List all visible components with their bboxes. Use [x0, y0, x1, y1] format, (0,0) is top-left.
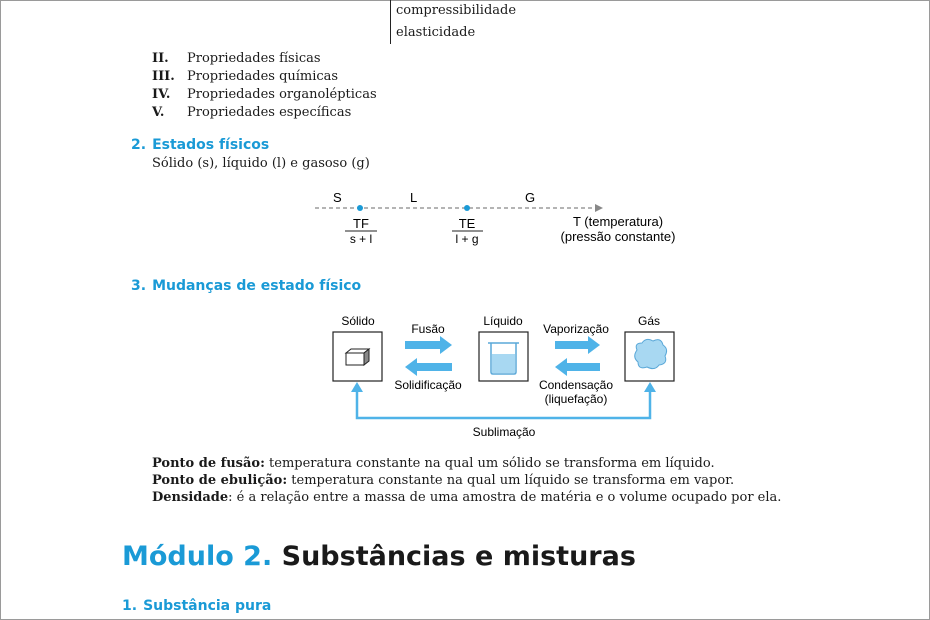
fusion-label: Fusão [411, 322, 445, 336]
state-label-g: G [525, 190, 536, 205]
list-item: IV. Propriedades organolépticas [152, 87, 377, 102]
list-item: III. Propriedades químicas [152, 69, 339, 84]
state-label-s: S [333, 190, 342, 205]
solid-label: Sólido [341, 314, 375, 328]
boiling-point-marker [464, 205, 470, 211]
axis-note: (pressão constante) [560, 229, 676, 244]
list-item: elasticidade [396, 25, 476, 40]
melting-point-marker [357, 205, 363, 211]
axis-arrow-icon [595, 204, 603, 212]
list-item: II. Propriedades físicas [152, 51, 321, 66]
te-label: TE [458, 216, 476, 231]
section-heading-mudancas: 3. Mudanças de estado físico [131, 278, 362, 294]
tf-label: TF [353, 216, 369, 231]
gas-cloud-icon [635, 339, 667, 368]
fusion-arrow-icon [405, 336, 452, 354]
sublimation-arrow-left-icon [351, 382, 363, 392]
solidification-arrow-icon [405, 358, 452, 376]
section-heading-estados: 2. Estados físicos [131, 137, 270, 153]
vaporization-arrow-icon [555, 336, 600, 354]
sublimation-label: Sublimação [472, 425, 536, 439]
list-item: V. Propriedades específicas [152, 105, 352, 120]
sublimation-arrow-right-icon [644, 382, 656, 392]
module-title: Módulo 2. Substâncias e misturas [122, 541, 636, 572]
liquid-label: Líquido [483, 314, 523, 328]
definition-item: Densidade: é a relação entre a massa de uma amostra de matéria e o volume ocupado por ela. [152, 490, 782, 505]
liquefaction-label: (liquefação) [544, 392, 608, 406]
solid-cube-icon [346, 349, 369, 365]
section-heading-substancia: 1. Substância pura [122, 598, 272, 614]
definition-item: Ponto de ebulição: temperatura constante na qual um líquido se transforma em vapor. [152, 473, 735, 488]
solidification-label: Solidificação [394, 378, 462, 392]
condensation-label: Condensação [538, 378, 614, 392]
section-text: Sólido (s), líquido (l) e gasoso (g) [152, 156, 370, 171]
condensation-arrow-icon [555, 358, 600, 376]
list-item: compressibilidade [396, 3, 517, 18]
axis-label: T (temperatura) [572, 214, 664, 229]
state-label-l: L [410, 190, 418, 205]
vaporization-label: Vaporização [543, 322, 609, 336]
definitions [152, 455, 781, 506]
tf-sub-label: s + l [349, 232, 373, 246]
te-sub-label: l + g [455, 232, 479, 246]
gas-label: Gás [637, 314, 661, 328]
definition-item: Ponto de fusão: temperatura constante na qual um sólido se transforma em líquido. [152, 456, 715, 471]
